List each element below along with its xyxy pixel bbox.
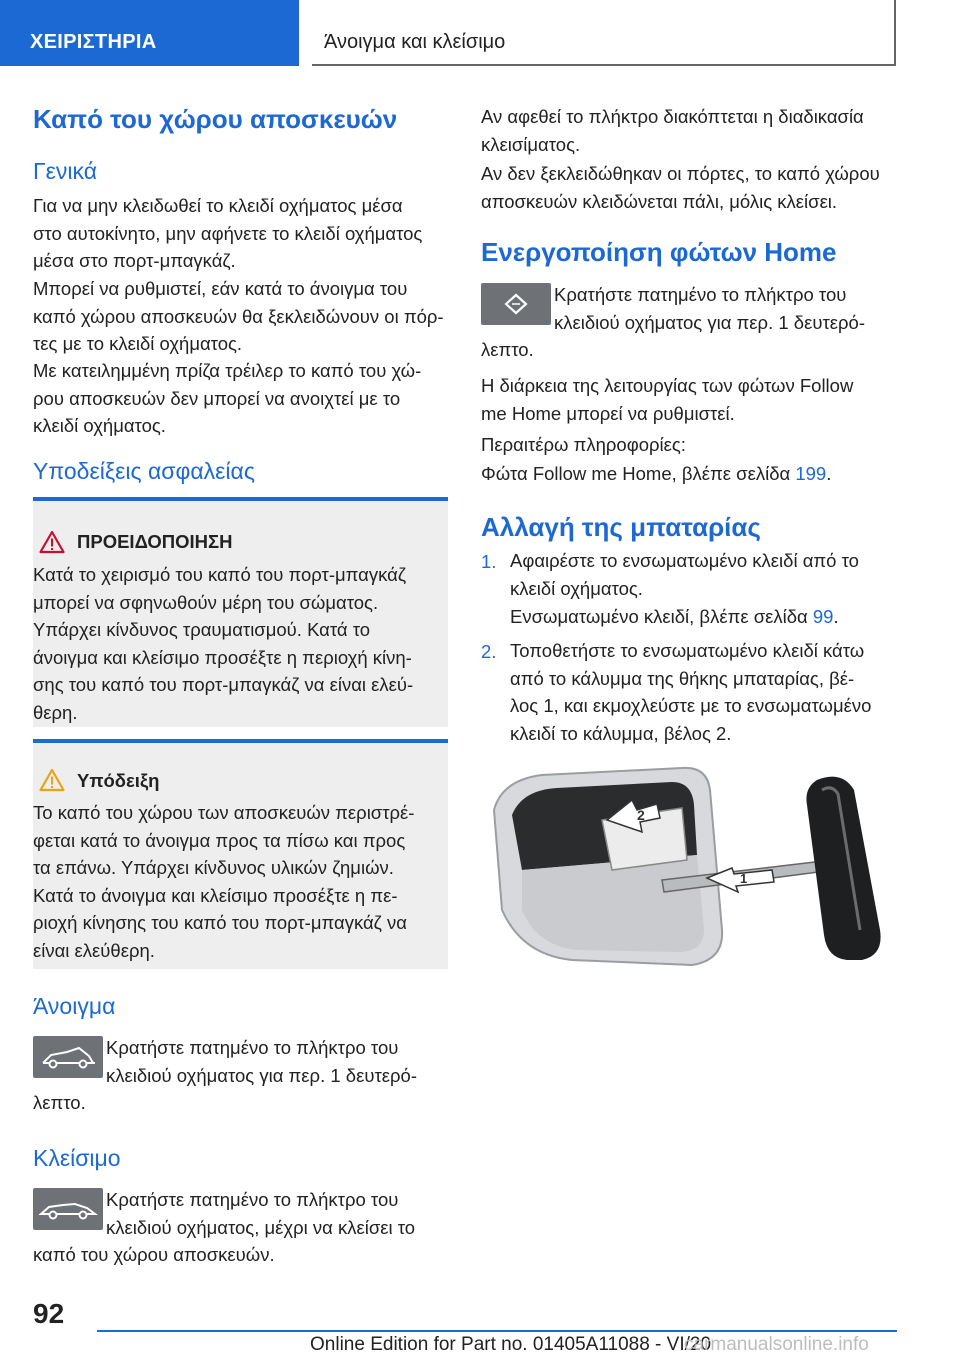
warning-text: Κατά το χειρισμό του καπό του πορτ-μπαγκάζ μπορεί να σφηνωθούν μέρη του σώματος. Υπάρχει κίνδυνος τραυματισμού. Κατά το άνοιγμα και κλείσιμο προσέξτε η περιοχή κίνη- σης του καπό του πορτ-μπαγκάζ να είναι ελεύ- θερη. [33, 564, 414, 723]
notice-box [33, 739, 448, 969]
watermark-site: carmanualsonline.info [684, 1334, 869, 1355]
warning-title: ΠΡΟΕΙΔΟΠΟΙΗΣΗ [77, 531, 233, 552]
page-header [0, 0, 960, 66]
edition-text: Online Edition for Part no. 01405A11088 - VI/20 [310, 1334, 712, 1355]
battery-heading: Αλλαγή της μπαταρίας [481, 512, 761, 542]
trunk-open-icon [33, 1036, 103, 1078]
home-text-indented: Κρατήστε πατημένο το πλήκτρο του κλειδιού οχήματος για περ. 1 δευτερό- [554, 284, 865, 333]
trunk-close-icon [33, 1188, 103, 1230]
general-paragraph-3: Με κατειλημμένη πρίζα τρέιλερ το καπό του χώ- ρου αποσκευών δεν μπορεί να ανοιχτεί με το κλειδί οχήματος. [33, 360, 422, 436]
general-paragraph-2: Μπορεί να ρυθμιστεί, εάν κατά το άνοιγμα του καπό χώρου αποσκευών θα ξεκλειδώνουν οι πόρ- τες με το κλειδί οχήματος. [33, 278, 444, 354]
caution-triangle-icon [39, 768, 65, 792]
arrow-label-2: 2 [637, 807, 645, 823]
more-info-label: Περαιτέρω πληροφορίες: [481, 434, 686, 455]
release-paragraph: Αν αφεθεί το πλήκτρο διακόπτεται η διαδικασία κλεισίματος. [481, 106, 864, 155]
notice-text: Το καπό του χώρου των αποσκευών περιστρέ- φεται κατά το άνοιγμα προς τα πίσω και προς τα επάνω. Υπάρχει κίνδυνος υλικών ζημιών. Κατά το άνοιγμα και κλείσιμο προσέξτε η πε- ριοχή κίνησης του καπό του πορτ-μπαγκάζ να είναι ελεύθερη. [33, 802, 415, 961]
section-tab: ΧΕΙΡΙΣΤΗΡΙΑ [0, 0, 299, 66]
home-lights-key-icon [481, 283, 551, 325]
close-text-indented: Κρατήστε πατημένο το πλήκτρο του κλειδιού οχήματος, μέχρι να κλείσει το [106, 1189, 416, 1238]
general-heading: Γενικά [33, 158, 98, 184]
home-lights-heading: Ενεργοποίηση φώτων Home [481, 237, 837, 267]
footer-divider [97, 1330, 897, 1332]
page-link-99[interactable]: 99 [812, 606, 834, 627]
safety-heading: Υποδείξεις ασφαλείας [33, 458, 255, 484]
relock-paragraph: Αν δεν ξεκλειδώθηκαν οι πόρτες, το καπό χώρου αποσκευών κλειδώνεται πάλι, μόλις κλείσει. [481, 163, 880, 212]
warning-box [33, 497, 448, 727]
home-duration-paragraph: Η διάρκεια της λειτουργίας των φώτων Follow me Home μπορεί να ρυθμιστεί. [481, 375, 854, 424]
general-paragraph-1: Για να μην κλειδωθεί το κλειδί οχήματος μέσα στο αυτοκίνητο, μην αφήνετε το κλειδί οχήματος μέσα στο πορτ-μπαγκάζ. [33, 195, 423, 271]
close-text-tail: καπό του χώρου αποσκευών. [33, 1244, 275, 1265]
step-2-number: 2. [481, 641, 497, 662]
notice-title: Υπόδειξη [77, 770, 160, 791]
open-heading: Άνοιγμα [33, 993, 116, 1019]
warning-triangle-icon [39, 530, 65, 554]
step-1-text: Αφαιρέστε το ενσωματωμένο κλειδί από το κλειδί οχήματος. [510, 550, 859, 599]
section-title: Καπό του χώρου αποσκευών [33, 104, 398, 134]
step-1-number: 1. [481, 551, 497, 572]
open-text-tail: λεπτο. [33, 1092, 86, 1113]
step-1-reference: Ενσωματωμένο κλειδί, βλέπε σελίδα 99. [510, 606, 839, 627]
home-text-tail: λεπτο. [481, 339, 534, 360]
key-battery-illustration [482, 760, 896, 972]
chapter-title: Άνοιγμα και κλείσιμο [312, 0, 896, 66]
home-lights-reference: Φώτα Follow me Home, βλέπε σελίδα 199. [481, 463, 832, 484]
page-number: 92 [33, 1298, 65, 1329]
close-heading: Κλείσιμο [33, 1145, 121, 1171]
open-text-indented: Κρατήστε πατημένο το πλήκτρο του κλειδιού οχήματος για περ. 1 δευτερό- [106, 1037, 417, 1086]
arrow-label-1: 1 [740, 871, 748, 886]
page-link-199[interactable]: 199 [795, 463, 827, 484]
step-2-text: Τοποθετήστε το ενσωματωμένο κλειδί κάτω από το κάλυμμα της θήκης μπαταρίας, βέ- λος 1, και εκμοχλεύστε με το ενσωματωμένο κλειδί το κάλυμμα, βέλος 2. [510, 640, 872, 744]
